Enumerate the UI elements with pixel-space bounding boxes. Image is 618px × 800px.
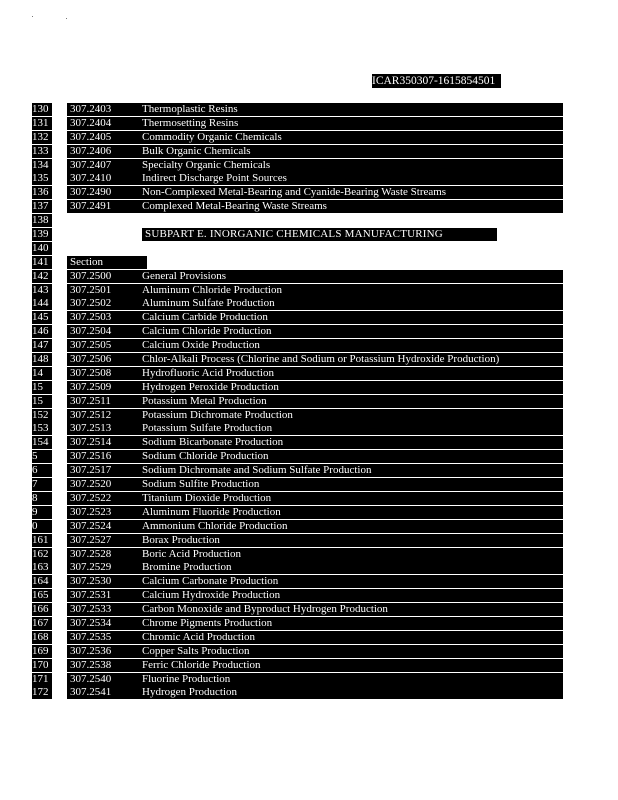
- section-code: 307.2405: [67, 131, 147, 144]
- section-code: 307.2502: [67, 297, 147, 310]
- table-row: [32, 297, 592, 311]
- section-description: Chrome Pigments Production: [141, 617, 563, 630]
- row-number: 154: [32, 436, 52, 449]
- section-description: Calcium Oxide Production: [141, 339, 563, 352]
- row-number: 168: [32, 631, 52, 644]
- table-row: [32, 145, 592, 159]
- table-row: [32, 186, 592, 200]
- table-row: [32, 534, 592, 548]
- section-code: 307.2504: [67, 325, 147, 338]
- table-row: [32, 617, 592, 631]
- section-code: 307.2527: [67, 534, 147, 547]
- row-number: 140: [32, 242, 52, 255]
- section-description: Carbon Monoxide and Byproduct Hydrogen Production: [141, 603, 563, 616]
- table-row: [32, 520, 592, 534]
- section-code: 307.2404: [67, 117, 147, 130]
- row-number: 148: [32, 353, 52, 366]
- row-number: 167: [32, 617, 52, 630]
- table-row: [32, 242, 592, 256]
- section-code: 307.2512: [67, 409, 147, 422]
- row-number: 172: [32, 686, 52, 699]
- row-number: 162: [32, 548, 52, 561]
- section-code: 307.2520: [67, 478, 147, 491]
- row-number: 169: [32, 645, 52, 658]
- table-row: [32, 603, 592, 617]
- table-row: [32, 381, 592, 395]
- section-description: Non-Complexed Metal-Bearing and Cyanide-Bearing Waste Streams: [141, 186, 563, 199]
- row-number: 132: [32, 131, 52, 144]
- row-number: 9: [32, 506, 52, 519]
- section-code: 307.2490: [67, 186, 147, 199]
- section-code: 307.2406: [67, 145, 147, 158]
- section-description: Thermosetting Resins: [141, 117, 563, 130]
- section-description: Aluminum Chloride Production: [141, 284, 563, 297]
- section-code: 307.2403: [67, 103, 147, 116]
- section-code: 307.2534: [67, 617, 147, 630]
- section-description: Commodity Organic Chemicals: [141, 131, 563, 144]
- section-code: Section: [67, 256, 147, 269]
- row-number: 143: [32, 284, 52, 297]
- section-code: 307.2514: [67, 436, 147, 449]
- row-number: 152: [32, 409, 52, 422]
- row-number: 135: [32, 172, 52, 185]
- section-description: Copper Salts Production: [141, 645, 563, 658]
- row-number: 14: [32, 367, 52, 380]
- section-code: 307.2410: [67, 172, 147, 185]
- row-number: 5: [32, 450, 52, 463]
- row-number: 165: [32, 589, 52, 602]
- section-description: Titanium Dioxide Production: [141, 492, 563, 505]
- section-description: Specialty Organic Chemicals: [141, 159, 563, 172]
- section-description: Bulk Organic Chemicals: [141, 145, 563, 158]
- section-code: 307.2491: [67, 200, 147, 213]
- section-description: Calcium Carbide Production: [141, 311, 563, 324]
- row-number: 153: [32, 422, 52, 435]
- table-row: [32, 353, 592, 367]
- row-number: 164: [32, 575, 52, 588]
- section-code: 307.2513: [67, 422, 147, 435]
- section-code: 307.2523: [67, 506, 147, 519]
- section-code: 307.2509: [67, 381, 147, 394]
- section-code: 307.2538: [67, 659, 147, 672]
- scan-speck: [66, 18, 67, 19]
- table-row: [32, 159, 592, 173]
- section-description: Sodium Dichromate and Sodium Sulfate Production: [141, 464, 563, 477]
- table-row: [32, 214, 592, 228]
- section-code: 307.2522: [67, 492, 147, 505]
- section-code: 307.2506: [67, 353, 147, 366]
- table-row: [32, 575, 592, 589]
- table-row: [32, 686, 592, 700]
- table-row: [32, 422, 592, 436]
- section-description: Aluminum Fluoride Production: [141, 506, 563, 519]
- section-table: [32, 103, 592, 700]
- table-row: [32, 589, 592, 603]
- row-number: 139: [32, 228, 52, 241]
- table-row: [32, 131, 592, 145]
- table-row: [32, 367, 592, 381]
- section-code: 307.2505: [67, 339, 147, 352]
- section-description: Indirect Discharge Point Sources: [141, 172, 563, 185]
- section-description: Thermoplastic Resins: [141, 103, 563, 116]
- table-row: [32, 506, 592, 520]
- section-code: 307.2517: [67, 464, 147, 477]
- section-description: General Provisions: [141, 270, 563, 283]
- row-number: 170: [32, 659, 52, 672]
- section-code: 307.2530: [67, 575, 147, 588]
- row-number: 142: [32, 270, 52, 283]
- row-number: 136: [32, 186, 52, 199]
- row-number: 166: [32, 603, 52, 616]
- section-description: Hydrogen Peroxide Production: [141, 381, 563, 394]
- row-number: 6: [32, 464, 52, 477]
- row-number: 0: [32, 520, 52, 533]
- section-code: 307.2529: [67, 561, 147, 574]
- section-description: Ammonium Chloride Production: [141, 520, 563, 533]
- table-row: [32, 200, 592, 214]
- table-row: [32, 172, 592, 186]
- row-number: 147: [32, 339, 52, 352]
- section-description: Potassium Sulfate Production: [141, 422, 563, 435]
- table-row: [32, 339, 592, 353]
- section-code: 307.2536: [67, 645, 147, 658]
- section-description: Aluminum Sulfate Production: [141, 297, 563, 310]
- row-number: 137: [32, 200, 52, 213]
- section-code: 307.2541: [67, 686, 147, 699]
- row-number: 144: [32, 297, 52, 310]
- row-number: 134: [32, 159, 52, 172]
- section-code: 307.2407: [67, 159, 147, 172]
- row-number: 8: [32, 492, 52, 505]
- section-description: Sodium Bicarbonate Production: [141, 436, 563, 449]
- section-code: 307.2528: [67, 548, 147, 561]
- row-number: 131: [32, 117, 52, 130]
- table-row: [32, 117, 592, 131]
- subpart-heading: SUBPART E. INORGANIC CHEMICALS MANUFACTURING: [142, 228, 497, 241]
- section-code: 307.2500: [67, 270, 147, 283]
- section-description: Bromine Production: [141, 561, 563, 574]
- scan-specks: [32, 16, 72, 22]
- section-code: 307.2508: [67, 367, 147, 380]
- section-code: 307.2533: [67, 603, 147, 616]
- section-description: Hydrogen Production: [141, 686, 563, 699]
- section-description: Fluorine Production: [141, 673, 563, 686]
- section-description: Calcium Carbonate Production: [141, 575, 563, 588]
- table-row: [32, 478, 592, 492]
- section-description: Calcium Chloride Production: [141, 325, 563, 338]
- table-row: [32, 325, 592, 339]
- section-code: 307.2501: [67, 284, 147, 297]
- row-number: 146: [32, 325, 52, 338]
- table-row: [32, 673, 592, 687]
- table-row: [32, 645, 592, 659]
- scan-speck: [32, 16, 33, 17]
- section-code: 307.2524: [67, 520, 147, 533]
- section-description: Potassium Dichromate Production: [141, 409, 563, 422]
- section-code: 307.2540: [67, 673, 147, 686]
- table-row: [32, 631, 592, 645]
- row-number: 15: [32, 381, 52, 394]
- document-id: ICAR350307-1615854501: [372, 74, 501, 88]
- section-description: Calcium Hydroxide Production: [141, 589, 563, 602]
- section-description: Boric Acid Production: [141, 548, 563, 561]
- section-description: Chlor-Alkali Process (Chlorine and Sodium or Potassium Hydroxide Production): [141, 353, 563, 366]
- section-code: 307.2531: [67, 589, 147, 602]
- table-row: [32, 561, 592, 575]
- section-code: 307.2535: [67, 631, 147, 644]
- section-code: 307.2516: [67, 450, 147, 463]
- table-row: [32, 284, 592, 298]
- section-code: 307.2503: [67, 311, 147, 324]
- table-row: [32, 103, 592, 117]
- table-row: [32, 256, 592, 270]
- row-number: 161: [32, 534, 52, 547]
- table-row: [32, 464, 592, 478]
- table-row: [32, 311, 592, 325]
- table-row: [32, 270, 592, 284]
- row-number: 7: [32, 478, 52, 491]
- row-number: 171: [32, 673, 52, 686]
- section-description: Sodium Sulfite Production: [141, 478, 563, 491]
- section-code: 307.2511: [67, 395, 147, 408]
- table-row: [32, 548, 592, 562]
- row-number: 133: [32, 145, 52, 158]
- section-description: Borax Production: [141, 534, 563, 547]
- table-row: [32, 409, 592, 423]
- row-number: 130: [32, 103, 52, 116]
- table-row: [32, 436, 592, 450]
- table-row: [32, 228, 592, 242]
- section-description: Complexed Metal-Bearing Waste Streams: [141, 200, 563, 213]
- table-row: [32, 659, 592, 673]
- section-description: Ferric Chloride Production: [141, 659, 563, 672]
- table-row: [32, 450, 592, 464]
- table-row: [32, 492, 592, 506]
- row-number: 138: [32, 214, 52, 227]
- section-description: Sodium Chloride Production: [141, 450, 563, 463]
- row-number: 163: [32, 561, 52, 574]
- section-description: Potassium Metal Production: [141, 395, 563, 408]
- row-number: 145: [32, 311, 52, 324]
- row-number: 141: [32, 256, 52, 269]
- table-row: [32, 395, 592, 409]
- row-number: 15: [32, 395, 52, 408]
- section-description: Hydrofluoric Acid Production: [141, 367, 563, 380]
- section-description: Chromic Acid Production: [141, 631, 563, 644]
